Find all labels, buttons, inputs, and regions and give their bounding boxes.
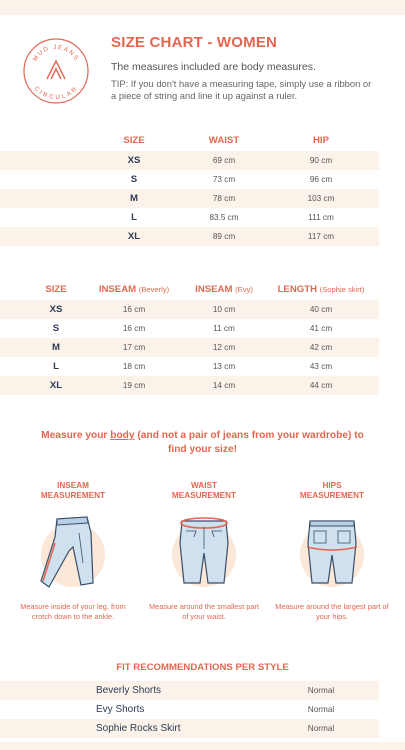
page-title: SIZE CHART - WOMEN	[111, 34, 278, 51]
svg-text:MUD JEANS: MUD JEANS	[31, 43, 81, 63]
hip-cell: 117 cm	[307, 232, 335, 241]
fit-row	[0, 719, 379, 738]
waist-cell: 69 cm	[212, 156, 236, 165]
length-cell: 42 cm	[309, 343, 333, 352]
style-name: Beverly Shorts	[96, 685, 162, 696]
waist-cell: 89 cm	[212, 232, 236, 241]
hips-label: HIPS MEASUREMENT	[299, 481, 365, 500]
waist-cell: 78 cm	[212, 194, 236, 203]
size-cell: XS	[49, 304, 63, 315]
size-cell: S	[130, 174, 138, 185]
table-row	[0, 357, 379, 376]
table-row	[0, 189, 379, 208]
waist-cell: 73 cm	[212, 175, 236, 184]
shorts-inseam-icon	[35, 513, 111, 597]
header-size: SIZE	[123, 134, 145, 146]
size-cell: M	[52, 342, 60, 353]
size-table-waist-hip	[0, 129, 379, 246]
length-cell: 43 cm	[309, 362, 333, 371]
size-cell: M	[130, 193, 138, 204]
hip-cell: 111 cm	[308, 213, 334, 222]
hips-illustration	[300, 523, 364, 587]
mud-jeans-logo	[22, 37, 90, 105]
style-name: Evy Shorts	[96, 704, 145, 715]
table-row	[0, 227, 379, 246]
inseam-evy-cell: 10 cm	[212, 305, 236, 314]
table-row	[0, 338, 379, 357]
fit-row	[0, 700, 379, 719]
header-size: SIZE	[45, 283, 67, 295]
intro-text: The measures included are body measures.	[111, 61, 316, 73]
header-hip: HIP	[313, 134, 329, 146]
waist-label: WAIST MEASUREMENT	[171, 481, 237, 500]
length-cell: 41 cm	[309, 324, 333, 333]
waist-cell: 83.5 cm	[209, 213, 239, 222]
size-cell: S	[52, 323, 60, 334]
header-inseam-evy: INSEAM (Evy)	[195, 283, 253, 295]
inseam-evy-cell: 14 cm	[212, 381, 236, 390]
inseam-evy-cell: 13 cm	[212, 362, 236, 371]
fit-row	[0, 681, 379, 700]
fit-value: Normal	[307, 724, 335, 733]
hip-cell: 103 cm	[307, 194, 335, 203]
waist-measurement	[144, 481, 264, 587]
fit-value: Normal	[307, 686, 335, 695]
length-cell: 40 cm	[309, 305, 333, 314]
measure-body-note: Measure your body (and not a pair of jeans from your wardrobe) to find your size!	[41, 430, 364, 455]
inseam-beverly-cell: 18 cm	[122, 362, 146, 371]
table-header	[0, 129, 379, 151]
waist-illustration	[172, 523, 236, 587]
size-cell: L	[131, 212, 137, 223]
table-row	[0, 208, 379, 227]
table-row	[0, 376, 379, 395]
hip-cell: 90 cm	[309, 156, 333, 165]
length-cell: 44 cm	[309, 381, 333, 390]
inseam-evy-cell: 11 cm	[213, 324, 235, 333]
inseam-measurement	[13, 481, 133, 587]
svg-text:CIRCULAR: CIRCULAR	[32, 85, 80, 102]
inseam-beverly-cell: 17 cm	[122, 343, 146, 352]
inseam-beverly-cell: 16 cm	[122, 305, 146, 314]
hips-measurement	[272, 481, 392, 587]
hip-cell: 96 cm	[309, 175, 333, 184]
inseam-label: INSEAM MEASUREMENT	[40, 481, 106, 500]
header-length-sophie: LENGTH (Sophie skirt)	[277, 283, 365, 295]
table-row	[0, 300, 379, 319]
inseam-beverly-cell: 16 cm	[122, 324, 146, 333]
shorts-hips-icon	[294, 513, 370, 597]
header-waist: WAIST	[208, 134, 240, 146]
fit-recommendations-title: FIT RECOMMENDATIONS PER STYLE	[116, 662, 289, 673]
tip-text: TIP: If you don't have a measuring tape, simply use a ribbon or a piece of string and line it up against a ruler.	[111, 78, 372, 101]
table-header	[0, 278, 379, 300]
size-cell: XL	[49, 380, 63, 391]
bottom-band	[0, 742, 405, 750]
inseam-description: Measure inside of your leg, from crotch down to the ankle.	[20, 602, 126, 621]
table-row	[0, 170, 379, 189]
table-row	[0, 319, 379, 338]
size-cell: L	[53, 361, 59, 372]
inseam-illustration	[41, 523, 105, 587]
inseam-evy-cell: 12 cm	[212, 343, 236, 352]
table-row	[0, 151, 379, 170]
size-table-inseam-length	[0, 278, 379, 395]
inseam-beverly-cell: 19 cm	[122, 381, 146, 390]
waist-description: Measure around the smallest part of your waist.	[148, 602, 260, 621]
fit-table	[0, 681, 379, 738]
header-inseam-beverly: INSEAM (Beverly)	[98, 283, 170, 295]
fit-value: Normal	[307, 705, 335, 714]
shorts-waist-icon	[166, 513, 242, 597]
size-cell: XS	[127, 155, 141, 166]
size-cell: XL	[127, 231, 141, 242]
hips-description: Measure around the largest part of your hips.	[275, 602, 389, 621]
top-band	[0, 0, 405, 15]
style-name: Sophie Rocks Skirt	[96, 723, 181, 734]
